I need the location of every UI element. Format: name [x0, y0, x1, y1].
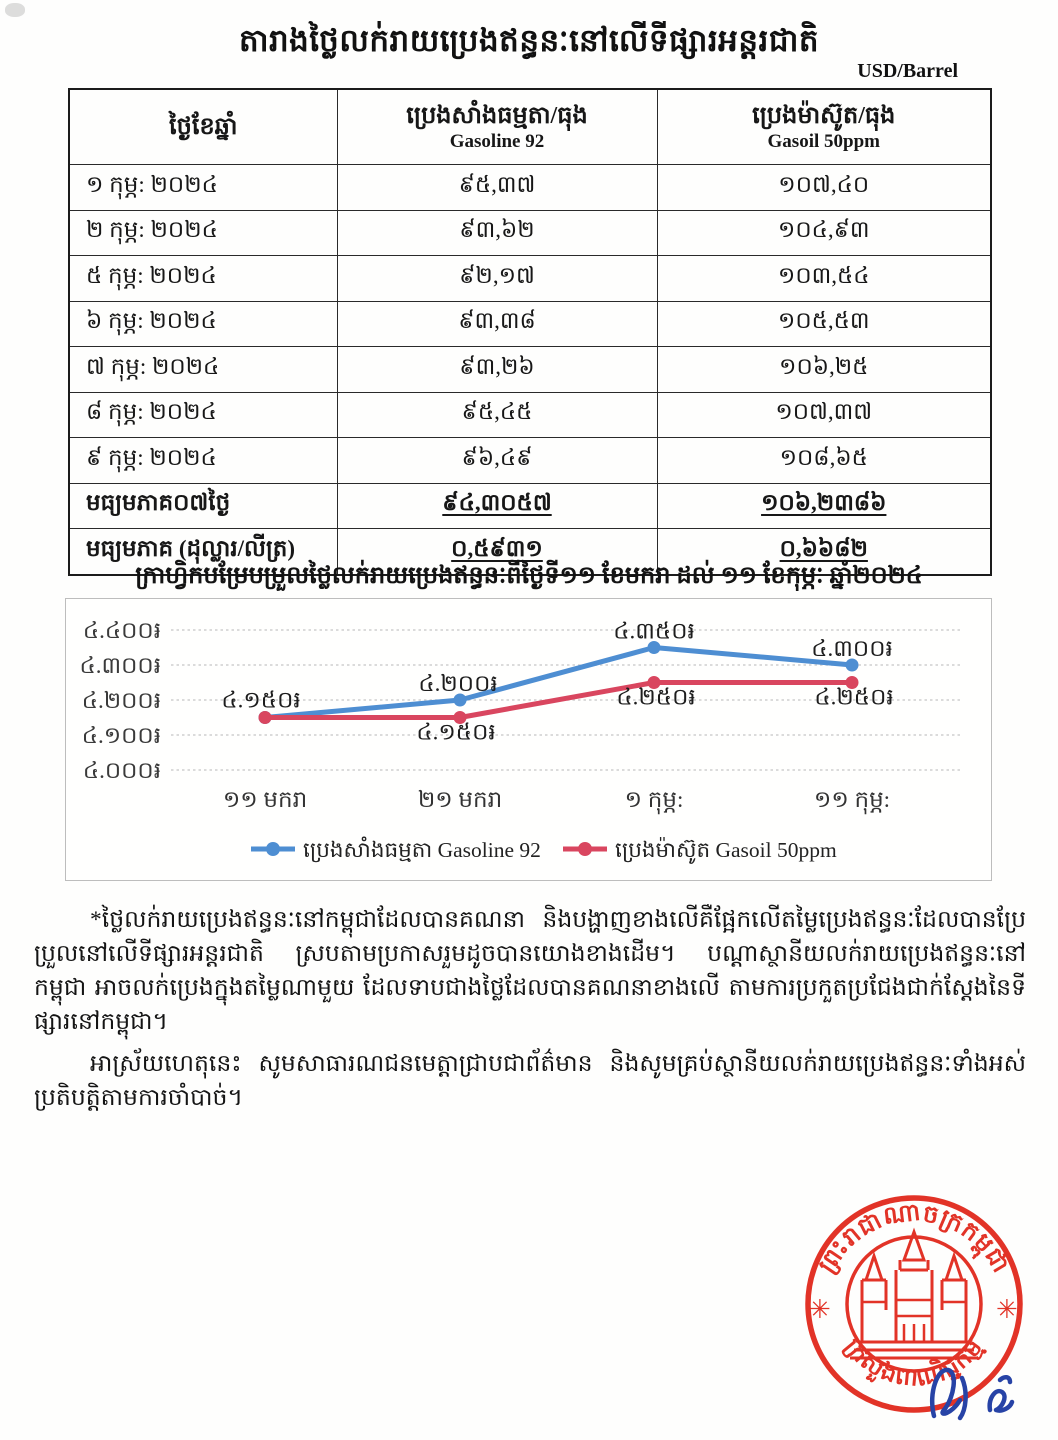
unit-label: USD/Barrel — [857, 60, 958, 82]
date-cell: ២ កុម្ភ: ២០២៤ — [69, 210, 337, 256]
value-cell: ១០៤,៩៣ — [657, 210, 991, 256]
value-cell: ៩៤,៣០៥៧ — [337, 483, 657, 529]
value-cell: ១០៨,៦៥ — [657, 438, 991, 484]
value-cell: ៩៣,២៦ — [337, 347, 657, 393]
x-tick-label: ២១ មករា — [417, 787, 503, 812]
data-point-label: ៤.២៥០៛ — [814, 684, 894, 710]
table-row — [69, 392, 991, 438]
table-row — [69, 165, 991, 211]
value-cell: ០,៦៦៨២ — [657, 529, 991, 575]
value-cell: ០,៥៩៣១ — [337, 529, 657, 575]
note-paragraph-2: អាស្រ័យហេតុនេះ សូមសាធារណជនមេត្តាជ្រាបជាព័ត៌មាន និងសូមគ្រប់ស្ថានីយលក់រាយប្រេងឥន្ធនៈទាំងអស់ ប្រតិបត្តិតាមការចាំបាច់។ — [34, 1051, 1026, 1112]
value-cell: ៩៣,៣៨ — [337, 301, 657, 347]
stamp-bottom-text: ក្រសួងពាណិជ្ជកម្ម — [839, 1333, 989, 1393]
y-tick-label: ៤.៣០០៛ — [79, 653, 161, 678]
value-cell: ៩៥,៣៧ — [337, 165, 657, 211]
page-title: តារាងថ្លៃលក់រាយប្រេងឥន្ធនៈនៅលើទីផ្សារអន្តរជាតិ — [238, 23, 820, 58]
signature-graphic — [918, 1358, 1038, 1438]
chart-canvas — [66, 599, 991, 880]
data-point-label: ៤.៣០០៛ — [811, 636, 893, 661]
chart-title: ក្រាហ្វិកបម្រែបម្រួលថ្លៃលក់រាយប្រេងឥន្ធនៈពីថ្ងៃទី១១ ខែមករា ដល់ ១១ ខែកុម្ភៈ ឆ្នាំ២០២៤ — [135, 563, 923, 589]
value-cell: ១០៥,៥៣ — [657, 301, 991, 347]
x-tick-label: ១ កុម្ភ: — [624, 787, 684, 812]
stamp-star-left: ✳ — [809, 1295, 831, 1324]
y-tick-label: ៤.២០០៛ — [81, 688, 161, 713]
x-tick-label: ១១ មករា — [222, 787, 308, 812]
header-gasoline — [337, 89, 657, 165]
date-cell: មធ្យមភាគ (ដុល្លារ/លីត្រ) — [69, 529, 337, 575]
svg-text:ព្រះរាជាណាចក្រកម្ពុជា — [814, 1200, 1014, 1279]
y-tick-label: ៤.០០០៛ — [82, 758, 161, 783]
table-row — [69, 347, 991, 393]
notes-section — [34, 903, 1026, 1123]
legend-marker-point — [578, 842, 592, 856]
header-gasoil — [657, 89, 991, 165]
note-paragraph-1: *ថ្លៃលក់រាយប្រេងឥន្ធនៈនៅកម្ពុជាដែលបានគណនា និងបង្ហាញខាងលើគឺផ្អែកលើតម្លៃប្រេងឥន្ធនៈដែលបានប្រែប្រួលនៅលើទីផ្សារអន្តរជាតិ ស្របតាមប្រកាសរួមដូចបានយោងខាងដើម។ បណ្តាស្ថានីយលក់រាយប្រេងឥន្ធនៈនៅកម្ពុជា អាចលក់ប្រេងក្នុងតម្លៃណាមួយ ដែលទាបជាងថ្លៃដែលបានគណនាខាងលើ តាមការប្រកួតប្រជែងជាក់ស្តែងនៃទីផ្សារនៅកម្ពុជា។ — [34, 907, 1026, 1036]
value-cell: ១០៧,៤០ — [657, 165, 991, 211]
scan-smudge — [5, 3, 25, 17]
value-cell: ១០៣,៥៤ — [657, 256, 991, 302]
angkor-wat-emblem — [850, 1232, 978, 1358]
table-row — [69, 256, 991, 302]
date-cell: មធ្យមភាគ០៧ថ្ងៃ — [69, 483, 337, 529]
date-cell: ៩ កុម្ភ: ២០២៤ — [69, 438, 337, 484]
header-gasoline-km: ប្រេងសាំងធម្មតា/ធុង — [406, 102, 588, 129]
data-point-label: ៤.១៥០៛ — [416, 719, 496, 745]
value-cell: ៩៦,៤៩ — [337, 438, 657, 484]
header-gasoline-en: Gasoline 92 — [449, 130, 545, 152]
header-date-label: ថ្ងៃខែឆ្នាំ — [168, 114, 238, 140]
table-row — [69, 483, 991, 529]
legend-marker-point — [266, 842, 280, 856]
table-header-row — [69, 89, 991, 165]
data-point-label: ៤.១៥០៛ — [221, 687, 301, 713]
date-cell: ១ កុម្ភ: ២០២៤ — [69, 165, 337, 211]
signature — [918, 1358, 1038, 1438]
data-point-label: ៤.២៥០៛ — [616, 684, 696, 710]
y-tick-label: ៤.៤០០៛ — [82, 618, 161, 643]
value-cell: ៩៣,៦២ — [337, 210, 657, 256]
legend-label: ប្រេងម៉ាស៊ូត Gasoil 50ppm — [615, 838, 837, 862]
value-cell: ១០៦,២៣៨៦ — [657, 483, 991, 529]
data-point-label: ៤.២០០៛ — [418, 671, 498, 696]
value-cell: ៩២,១៧ — [337, 256, 657, 302]
price-chart — [65, 598, 992, 881]
date-cell: ៦ កុម្ភ: ២០២៤ — [69, 301, 337, 347]
table-row — [69, 301, 991, 347]
date-cell: ៧ កុម្ភ: ២០២៤ — [69, 347, 337, 393]
value-cell: ៩៥,៤៥ — [337, 392, 657, 438]
date-cell: ៥ កុម្ភ: ២០២៤ — [69, 256, 337, 302]
date-cell: ៨ កុម្ភ: ២០២៤ — [69, 392, 337, 438]
data-point-label: ៤.៣៥០៛ — [613, 618, 695, 644]
table-row — [69, 438, 991, 484]
stamp-top-text: ព្រះរាជាណាចក្រកម្ពុជា — [814, 1199, 1014, 1278]
x-tick-label: ១១ កុម្ភ: — [813, 787, 891, 812]
header-gasoil-km: ប្រេងម៉ាស៊ូត/ធុង — [752, 102, 896, 129]
price-table — [68, 88, 992, 576]
value-cell: ១០៦,២៥ — [657, 347, 991, 393]
value-cell: ១០៧,៣៧ — [657, 392, 991, 438]
legend-label: ប្រេងសាំងធម្មតា Gasoline 92 — [303, 838, 541, 862]
header-date — [69, 89, 337, 165]
table-row — [69, 210, 991, 256]
stamp-star-right: ✳ — [996, 1295, 1018, 1324]
header-gasoil-en: Gasoil 50ppm — [767, 130, 880, 152]
data-point — [259, 711, 272, 724]
y-tick-label: ៤.១០០៛ — [81, 723, 161, 748]
